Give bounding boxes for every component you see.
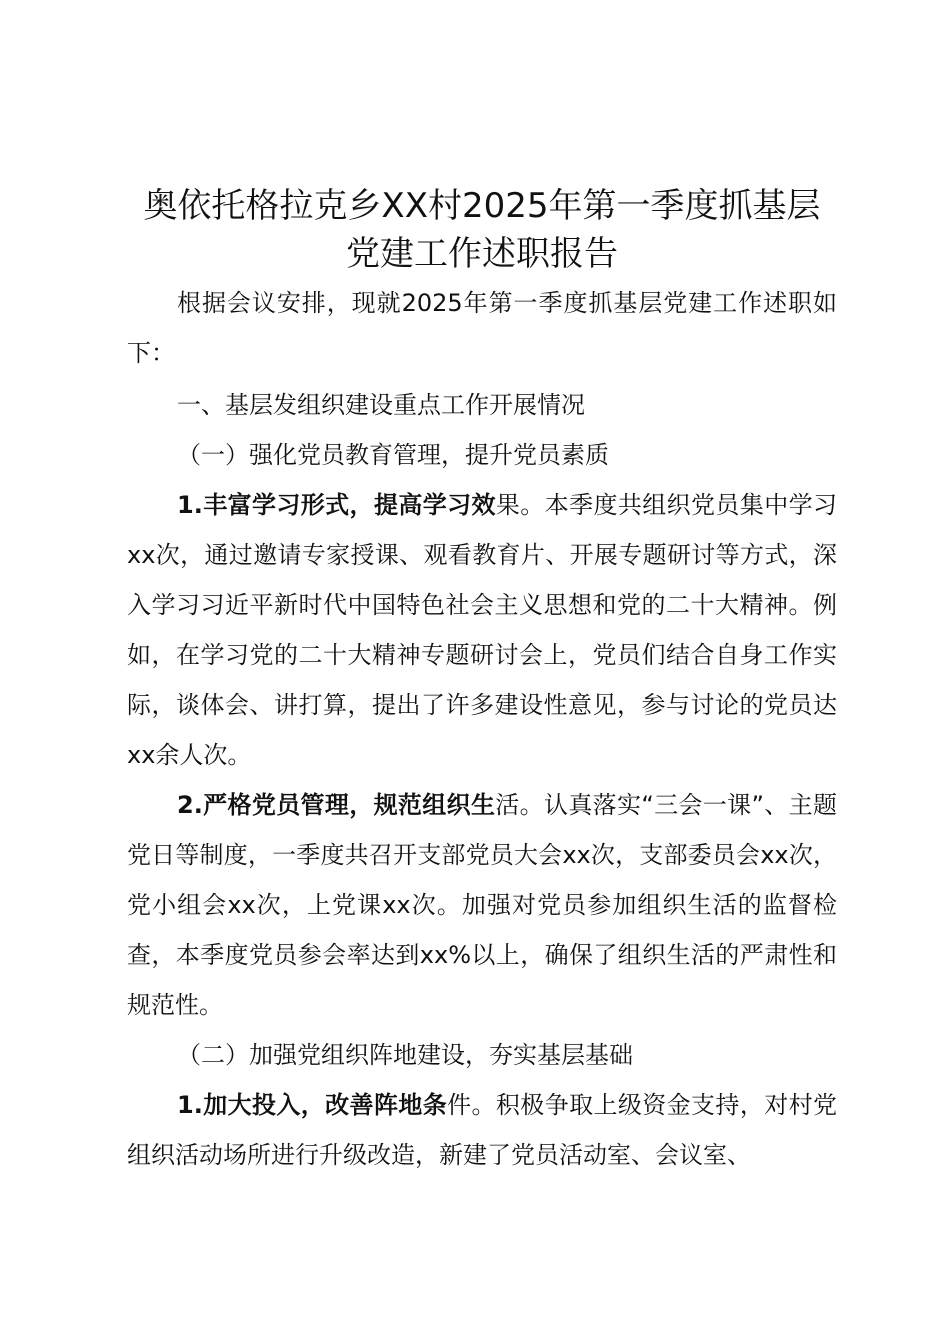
subsection-heading-2: （二）加强党组织阵地建设，夯实基层基础 bbox=[177, 1041, 633, 1069]
item-lead-1-1: 1.丰富学习形式，提高学习效 bbox=[177, 491, 496, 519]
item-paragraph-1-2 bbox=[127, 780, 837, 1030]
subsection-heading-1: （一）强化党员教育管理，提升党员素质 bbox=[177, 441, 609, 469]
item-lead-1-2: 2.严格党员管理，规范组织生 bbox=[177, 791, 496, 819]
item-body-2-1: 件。积极争取上级资金支持，对村党组织活动场所进行升级改造，新建了党员活动室、会议室、 bbox=[127, 1091, 837, 1169]
item-body-1-2: 活。认真落实“三会一课”、主题党日等制度，一季度共召开支部党员大会xx次，支部委员会xx次，党小组会xx次，上党课xx次。加强对党员参加组织生活的监督检查，本季度党员参会率达到xx%以上，确保了组织生活的严肃性和规范性。 bbox=[127, 791, 837, 1019]
item-paragraph-1-1 bbox=[127, 480, 837, 780]
item-lead-2-1: 1.加大投入，改善阵地条 bbox=[177, 1091, 448, 1119]
item-paragraph-2-1 bbox=[127, 1080, 837, 1180]
section-heading-1: 一、基层发组织建设重点工作开展情况 bbox=[177, 391, 585, 419]
document-body bbox=[127, 182, 837, 1180]
item-body-1-1: 果。本季度共组织党员集中学习xx次，通过邀请专家授课、观看教育片、开展专题研讨等方式，深入学习习近平新时代中国特色社会主义思想和党的二十大精神。例如，在学习党的二十大精神专题研讨会上，党员们结合自身工作实际，谈体会、讲打算，提出了许多建设性意见，参与讨论的党员达xx余人次。 bbox=[127, 491, 837, 769]
intro-paragraph: 根据会议安排，现就2025年第一季度抓基层党建工作述职如下： bbox=[127, 289, 837, 367]
document-title: 奥依托格拉克乡XX村2025年第一季度抓基层党建工作述职报告 bbox=[143, 186, 821, 274]
